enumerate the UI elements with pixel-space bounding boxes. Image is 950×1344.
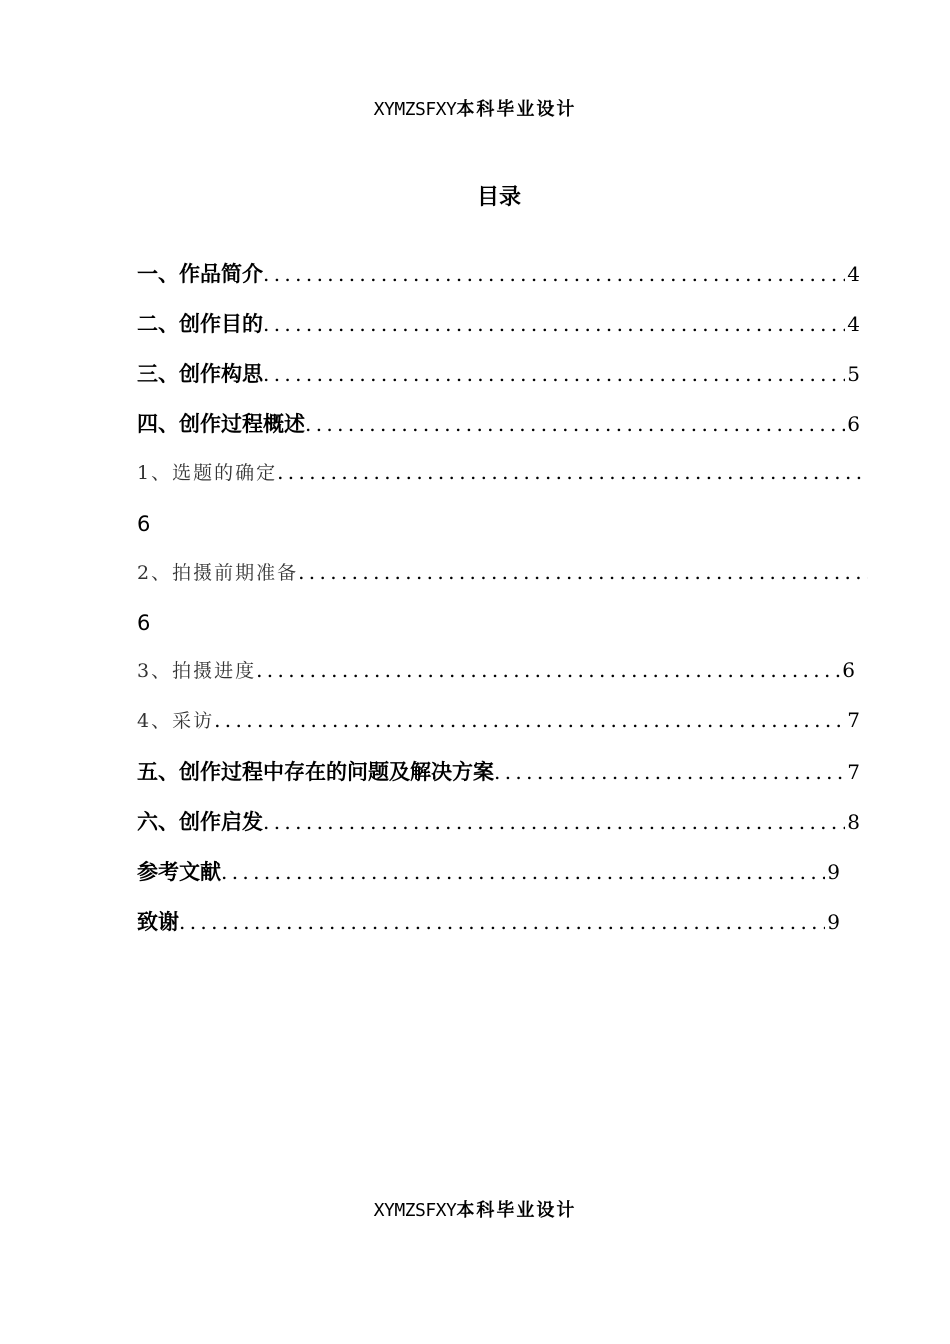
toc-title: 目录 (476, 185, 521, 210)
toc-leader (179, 910, 825, 934)
page-footer (0, 1199, 950, 1223)
toc-entry[interactable] (137, 458, 868, 490)
footer-code: XYMZSFXY (373, 1200, 457, 1221)
toc-entry-page: 4 (847, 312, 860, 336)
toc-leader (256, 658, 840, 682)
toc-entry-title: 三、创作构思 (137, 362, 263, 386)
toc-entry[interactable] (137, 906, 840, 938)
toc-entry-page: 9 (827, 860, 840, 884)
toc-leader (221, 860, 825, 884)
toc-entry-title: 五、创作过程中存在的问题及解决方案 (137, 760, 494, 784)
toc-leader (298, 560, 868, 584)
toc-entry-page: 6 (847, 412, 860, 436)
toc-leader (494, 760, 845, 784)
toc-leader (305, 412, 845, 436)
toc-entry-title: 2、拍摄前期准备 (137, 562, 299, 584)
footer-label: 本科毕业设计 (456, 1200, 577, 1221)
toc-entry[interactable] (137, 308, 860, 340)
toc-entry[interactable] (137, 806, 860, 838)
toc-entry-page: 7 (847, 708, 860, 732)
toc-entry-title: 一、作品简介 (137, 262, 263, 286)
toc-entry[interactable] (137, 258, 860, 290)
toc-leader (263, 312, 845, 336)
toc-entry-title: 二、创作目的 (137, 312, 263, 336)
header-code: XYMZSFXY (373, 99, 457, 120)
toc-entry-page: 8 (847, 810, 860, 834)
toc-entry-title: 六、创作启发 (137, 810, 263, 834)
toc-entry-title: 参考文献 (137, 860, 221, 884)
toc-entry[interactable] (137, 856, 840, 888)
toc-entry-page: 6 (137, 512, 151, 536)
toc-entry[interactable] (137, 706, 860, 738)
toc-entry-title: 四、创作过程概述 (137, 412, 305, 436)
header-label: 本科毕业设计 (456, 99, 577, 120)
page-header (0, 98, 950, 122)
toc-entry-page: 6 (842, 658, 855, 682)
toc-entry-title: 致谢 (137, 910, 179, 934)
toc-entry-title: 4、采访 (137, 710, 215, 732)
toc-entry-title: 1、选题的确定 (137, 462, 278, 484)
toc-entry-page: 7 (847, 760, 860, 784)
toc-entry[interactable] (137, 558, 868, 590)
toc-entry-page: 9 (827, 910, 840, 934)
toc-entry-page: 4 (847, 262, 860, 286)
toc-leader (277, 460, 868, 484)
toc-leader (263, 262, 845, 286)
toc-entry[interactable] (137, 408, 860, 440)
toc-leader (214, 708, 845, 732)
toc-leader (263, 810, 845, 834)
toc-entry[interactable] (137, 358, 860, 390)
toc-entry-page: 5 (847, 362, 860, 386)
toc-entry[interactable] (137, 756, 860, 788)
toc-leader (263, 362, 845, 386)
toc-entry-title: 3、拍摄进度 (137, 660, 257, 682)
toc-entry[interactable] (137, 656, 855, 688)
toc-entry-page: 6 (137, 611, 151, 635)
